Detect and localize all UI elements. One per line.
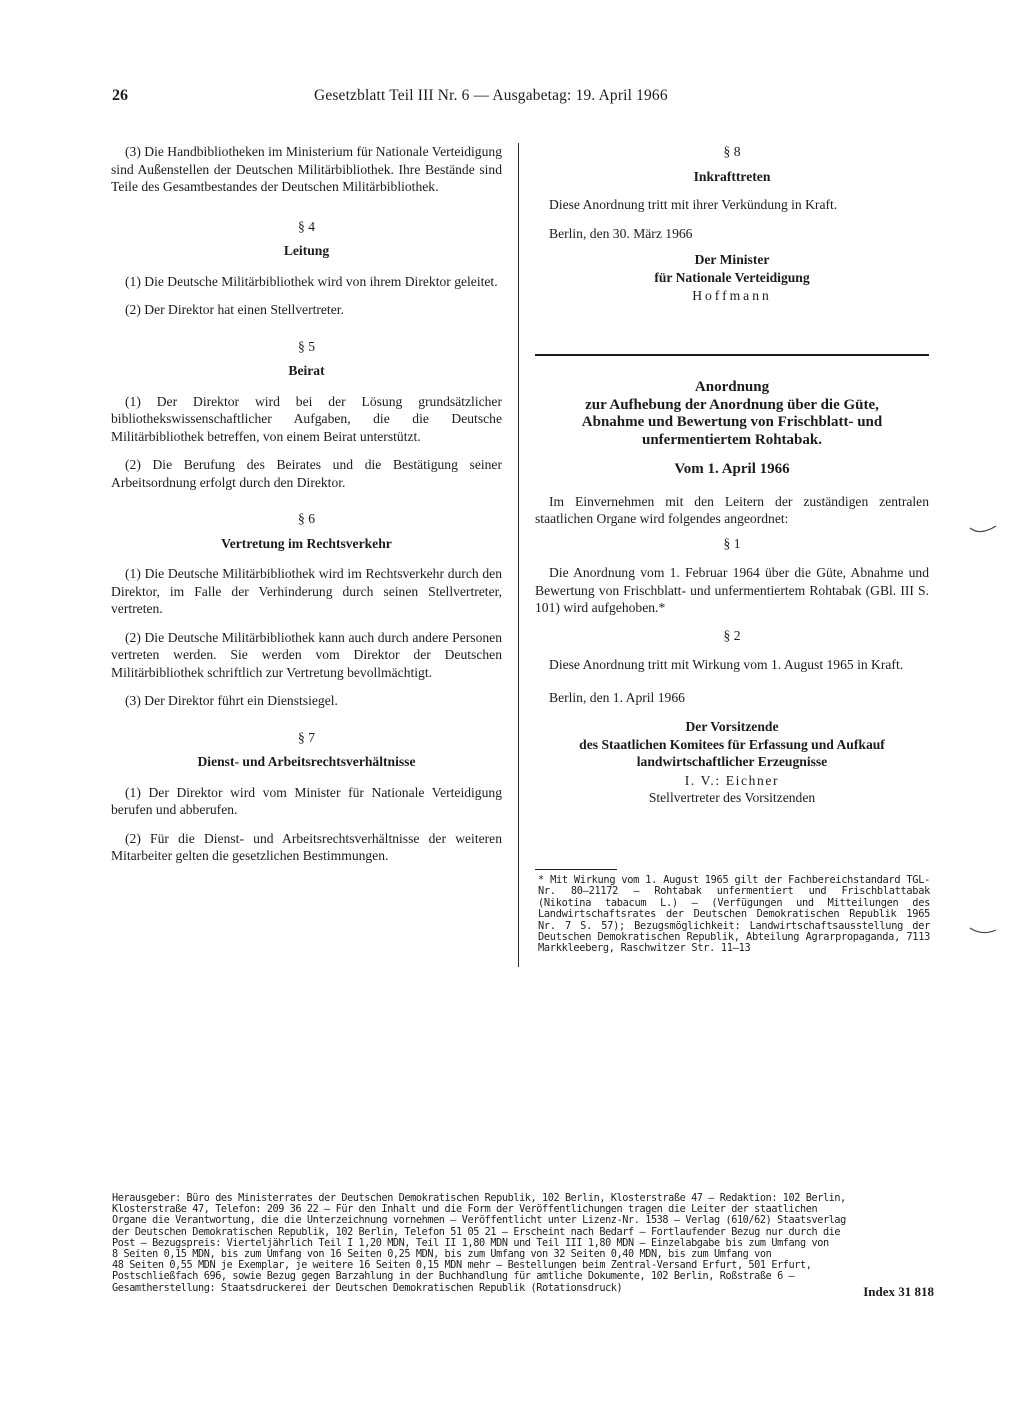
section-title: Inkrafttreten [693, 168, 771, 184]
order-title: unfermentiertem Rohtabak. [642, 431, 822, 448]
scan-mark [966, 922, 1006, 942]
section-number: § 1 [723, 535, 741, 551]
right-column [535, 143, 929, 305]
order-title: Abnahme und Bewertung von Frischblatt- und [581, 414, 883, 430]
section-title: Vertretung im Rechtsverkehr [221, 535, 392, 551]
section-title: Beirat [288, 363, 325, 378]
paragraph: (3) Der Direktor führt ein Dienstsiegel. [125, 693, 338, 708]
footnote-text: * Mit Wirkung vom 1. August 1965 gilt der Fachbereichstandard TGL-Nr. 80—21172 — Rohtabak unfermentiert und Frischblattabak (Nikotina tabacum L.) — (Verfügungen und Mitteilungen des Landwirtschaftsrates der Deutschen Demokratischen Republik 1965 Nr. 7 S. 57); Bezugsmöglichkeit: Landwirtschaftsausstellung der Deutschen Demokratischen Republik, Abteilung Agrarpropaganda, 7113 Markkleeberg, Raschwitzer Str. 11—13 [538, 874, 930, 955]
order-title: zur Aufhebung der Anordnung über die Güte, [585, 396, 879, 413]
paragraph: Diese Anordnung tritt mit ihrer Verkündung in Kraft. [549, 197, 838, 212]
paragraph: Diese Anordnung tritt mit Wirkung vom 1. August 1965 in Kraft. [549, 657, 904, 672]
order-date: Vom 1. April 1966 [674, 461, 790, 477]
imprint [112, 1193, 934, 1294]
left-column [111, 143, 502, 865]
running-title: Gesetzblatt Teil III Nr. 6 — Ausgabetag: 19. April 1966 [314, 87, 668, 104]
footnote-rule [535, 869, 617, 870]
order-title: Anordnung [694, 379, 770, 395]
signature-name: I. V.: Eichner [684, 772, 780, 788]
imprint-line: Organe die Verantwortung, die die Unterzeichnung vornehmen — Veröffentlicht unter Lizenz-Nr. 1538 — Verlag (610/62) Staatsverlag [112, 1215, 846, 1227]
index-number: Index 31 818 [863, 1284, 934, 1299]
paragraph: (2) Der Direktor hat einen Stellvertreter. [125, 302, 344, 317]
imprint-line: Herausgeber: Büro des Ministerrates der Deutschen Demokratischen Republik, 102 Berlin, Klosterstraße 47 — Redaktion: 102 Berlin, [112, 1193, 846, 1204]
order-block [535, 379, 929, 807]
imprint-line: Gesamtherstellung: Staatsdruckerei der Deutschen Demokratischen Republik (Rotationsdruck) [112, 1282, 623, 1294]
signature-role: Stellvertreter des Vorsitzenden [648, 790, 816, 805]
imprint-line: der Deutschen Demokratischen Republik, 102 Berlin, Telefon 51 05 21 — Erscheint nach Bedarf — Fortlaufender Bezug nur durch die [112, 1226, 841, 1238]
footnote [538, 875, 930, 955]
section-number: § 2 [723, 627, 741, 643]
column-divider [518, 143, 519, 967]
signature-title: landwirtschaftlicher Erzeugnisse [636, 754, 828, 769]
paragraph: (3) Die Handbibliotheken im Ministerium für Nationale Verteidigung sind Außenstellen der Deutschen Militärbibliothek. Ihre Bestände sind Teile des Gesamtbestandes der Deutschen Militärbibliothek. [111, 144, 502, 194]
section-number: § 6 [298, 511, 315, 526]
section-number: § 8 [723, 144, 741, 159]
section-number: § 7 [298, 729, 315, 745]
date-line: Berlin, den 30. März 1966 [549, 225, 693, 241]
paragraph: (1) Die Deutsche Militärbibliothek wird im Rechtsverkehr durch den Direktor, im Falle der Verhinderung durch seinen Stellvertreter, vertreten. [111, 566, 502, 616]
paragraph: (1) Der Direktor wird bei der Lösung grundsätzlicher bibliothekswissenschaftlicher Aufgaben, die die Deutsche Militärbibliothek betreffen, von einem Beirat unterstützt. [111, 393, 502, 444]
imprint-line: Postschließfach 696, sowie Bezug gegen Barzahlung in der Buchhandlung für amtliche Dokumente, 102 Berlin, Roßstraße 6 — [112, 1271, 795, 1283]
section-title: Leitung [283, 243, 330, 258]
signature-name: Hoffmann [692, 288, 772, 303]
section-number: § 4 [298, 218, 315, 234]
signature-title: Der Minister [694, 252, 770, 267]
paragraph: (2) Die Deutsche Militärbibliothek kann auch durch andere Personen vertreten werden. Sie werden vom Direktor der Deutschen Militärbibliothek schriftlich zur Vertretung bevollmächtigt. [111, 629, 502, 680]
paragraph: (2) Die Berufung des Beirates und die Bestätigung seiner Arbeitsordnung erfolgt durch den Direktor. [111, 457, 502, 490]
imprint-line: Post — Bezugspreis: Vierteljährlich Teil I 1,20 MDN, Teil II 1,80 MDN und Teil III 1,80 MDN — Einzelabgabe bis zum Umfang von [112, 1237, 829, 1249]
paragraph: (1) Der Direktor wird vom Minister für Nationale Verteidigung berufen und abberufen. [111, 784, 502, 817]
imprint-line: Klosterstraße 47, Telefon: 209 36 22 — Für den Inhalt und die Form der Veröffentlichungen tragen die Leiter der staatlichen [112, 1204, 818, 1216]
paragraph: (2) Für die Dienst- und Arbeitsrechtsverhältnisse der weiteren Mitarbeiter gelten die gesetzlichen Bestimmungen. [111, 830, 502, 863]
section-number: § 5 [298, 338, 315, 354]
paragraph: Die Anordnung vom 1. Februar 1964 über die Güte, Abnahme und Bewertung von Frischblatt- und unfermentiertem Rohtabak (GBl. III S. 101) wird aufgehoben.* [535, 565, 929, 615]
imprint-line: 48 Seiten 0,55 MDN je Exemplar, je weitere 16 Seiten 0,15 MDN mehr — Bestellungen beim Zentral-Versand Erfurt, 501 Erfurt, [112, 1260, 812, 1272]
imprint-line: 8 Seiten 0,15 MDN, bis zum Umfang von 16 Seiten 0,25 MDN, bis zum Umfang von 32 Seiten 0,40 MDN, bis zum Umfang von [112, 1249, 772, 1261]
section-title: Dienst- und Arbeitsrechtsverhältnisse [197, 754, 416, 769]
signature-title: des Staatlichen Komitees für Erfassung und Aufkauf [579, 736, 885, 752]
scan-mark [966, 520, 1006, 540]
paragraph: (1) Die Deutsche Militärbibliothek wird von ihrem Direktor geleitet. [125, 273, 498, 289]
document-separator [535, 354, 929, 356]
signature-title: für Nationale Verteidigung [654, 269, 810, 285]
date-line: Berlin, den 1. April 1966 [549, 689, 685, 705]
page-number: 26 [112, 87, 128, 104]
paragraph: Im Einvernehmen mit den Leitern der zuständigen zentralen staatlichen Organe wird folgendes angeordnet: [535, 493, 929, 526]
signature-title: Der Vorsitzende [685, 719, 779, 734]
